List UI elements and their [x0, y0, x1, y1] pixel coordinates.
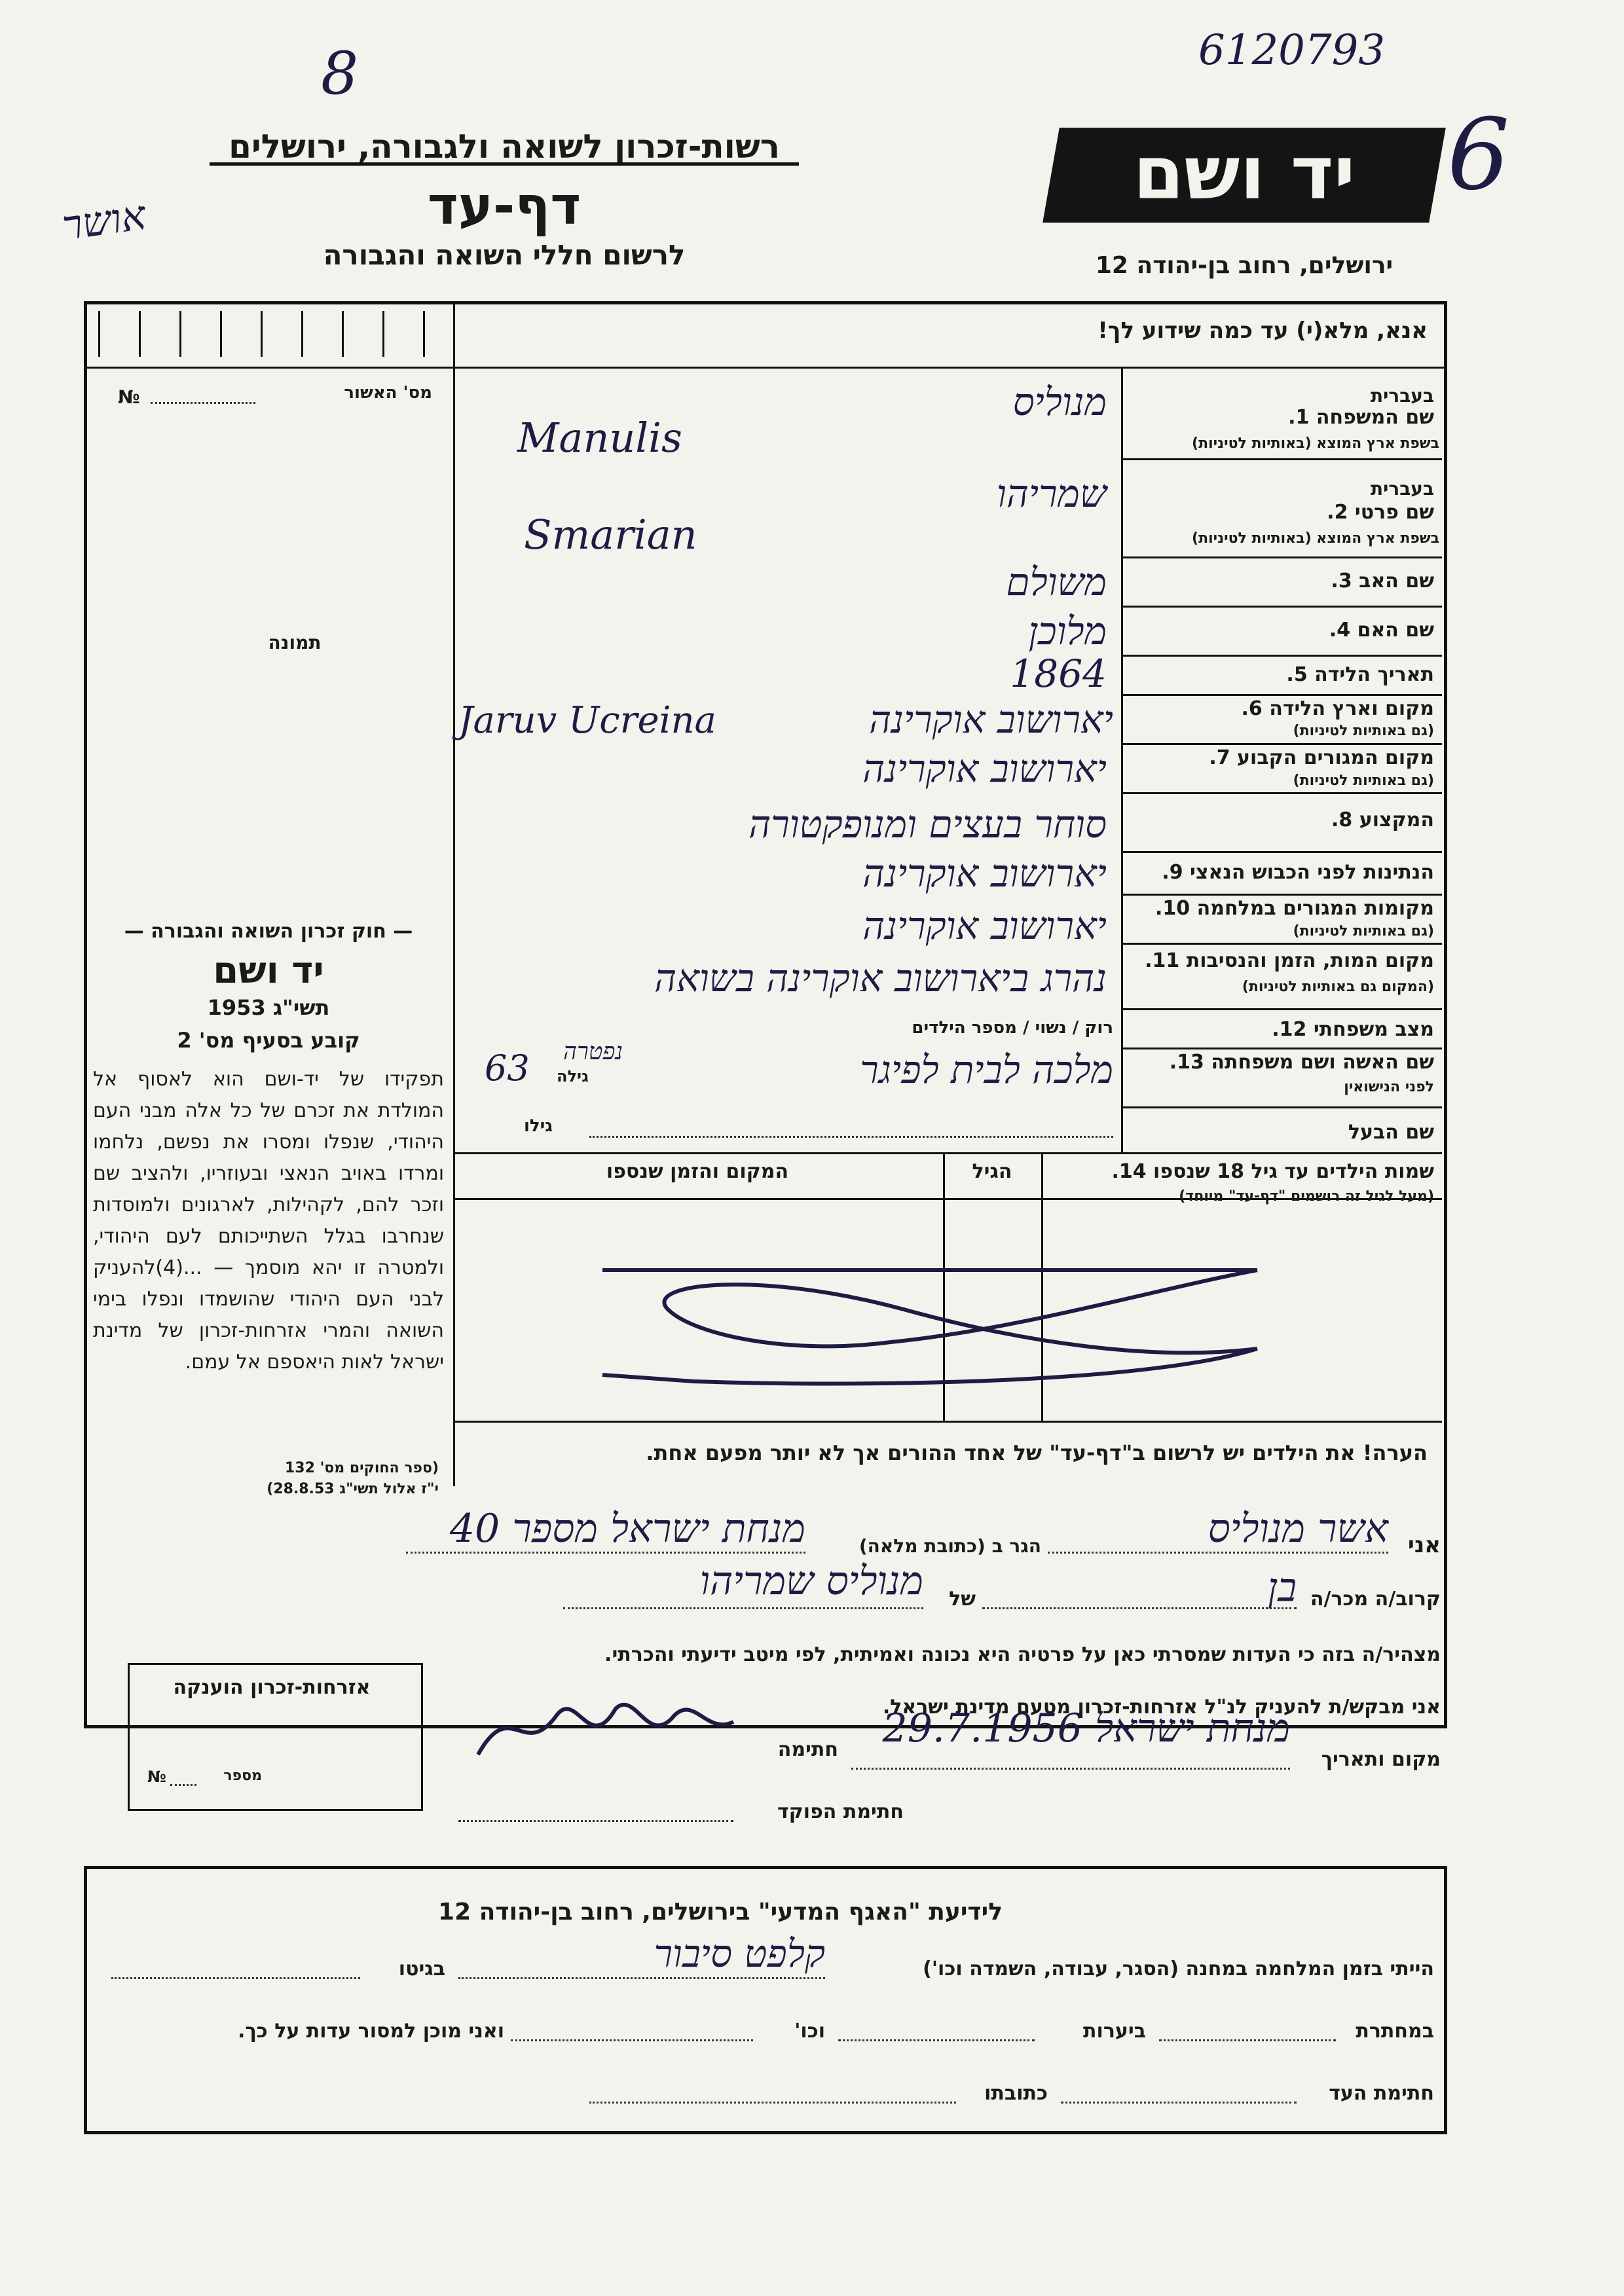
- field-6-num: 6.: [1241, 697, 1263, 720]
- field-1-label: שם המשפחה: [1316, 406, 1434, 429]
- citizenship-no-symbol: №: [147, 1768, 166, 1786]
- logo-text: יד ושם: [1133, 131, 1356, 216]
- wife-age-label: גילה: [557, 1067, 589, 1085]
- footer-title: לידיעת "האגף המדעי" בירושלים, רחוב בן-יהודה 12: [438, 1899, 1003, 1925]
- field-11-label: מקום המות, הזמן והנסיבות: [1186, 949, 1434, 972]
- underground-label: במחתרת: [1356, 2020, 1434, 2043]
- law-title: — חוק זכרון השואה והגבורה —: [124, 920, 413, 943]
- wife-age: 63: [485, 1048, 530, 1089]
- field-5-label: תאריך הלידה: [1314, 663, 1434, 686]
- field-1-sub: בשפת ארץ המוצא (באותיות לטיניות): [1192, 435, 1439, 452]
- field-7-label: מקום המגורים הקבוע: [1237, 746, 1434, 769]
- field-1-num: 1.: [1288, 406, 1310, 429]
- approval-line: [151, 402, 255, 404]
- citizenship-box-title: אזרחות-זכרון הוענקה: [173, 1676, 371, 1699]
- witness-signature-label: חתימת העד: [1329, 2082, 1434, 2105]
- official-signature-label: חתימת הפוקד: [777, 1800, 904, 1823]
- citizenship-request: אני מבקש/ת להעניק לנ"ל אזרחות-זכרון מטעם מדינת ישראל.: [882, 1696, 1441, 1719]
- field-1-heb-tag: בעברית: [1370, 385, 1434, 407]
- field-9-num: 9.: [1162, 861, 1183, 884]
- mother-name: מלוכן: [1028, 609, 1107, 653]
- field-12-label: מצב משפחתי: [1313, 1018, 1434, 1041]
- field-4-label: שם האם: [1357, 619, 1434, 642]
- field-2-num: 2.: [1327, 501, 1348, 524]
- field-9-label: הנתינות לפני הכבוש הנאצי: [1190, 861, 1434, 884]
- camp-value: קלפט סיבור: [654, 1931, 825, 1976]
- children-crossed-out-scribble: [563, 1231, 1310, 1401]
- wartime-residence: יארושוב אוקרינה: [862, 903, 1107, 948]
- first-name-hebrew: שמריהו: [997, 471, 1107, 516]
- top-strip-rule: [84, 367, 1444, 369]
- field-2-heb-tag: בעברית: [1370, 478, 1434, 500]
- field-10-label: מקומות המגורים במלחמה: [1196, 897, 1434, 920]
- header-rule: [210, 162, 799, 166]
- family-name-hebrew: מנוליס: [1012, 380, 1107, 424]
- note: הערה! את הילדים יש לרשום ב"דף-עד" של אחד ההורים אך לא יותר מפעם אחת.: [646, 1440, 1428, 1465]
- field-10-sub: (גם באותיות לטיניות): [1293, 923, 1434, 939]
- field-6-sub: (גם באותיות לטיניות): [1293, 723, 1434, 739]
- margin-mark-side: אושר: [59, 191, 149, 250]
- margin-mark-top: 8: [321, 39, 359, 108]
- page-number: 6: [1447, 98, 1510, 212]
- field-11-sub: (המקום גם באותיות לטיניות): [1242, 979, 1434, 995]
- instructions: אנא, מלא(י) עד כמה שידוע לך!: [1098, 318, 1428, 344]
- of-label: של: [949, 1588, 976, 1611]
- declarant-signature: [471, 1676, 747, 1774]
- family-name-latin: Manulis: [517, 414, 682, 462]
- birth-date: 1864: [1010, 651, 1107, 696]
- declarant-name: אשר מנוליס: [1208, 1506, 1388, 1552]
- label-column-divider: [1121, 367, 1123, 1152]
- field-2-label: שם פרטי: [1354, 501, 1434, 524]
- husband-age-label: גילו: [524, 1116, 553, 1136]
- form-subtitle: לרשום חללי השואה והגבורה: [323, 239, 686, 271]
- wife-name: מלכה לבית לפיגר: [860, 1048, 1113, 1092]
- declarant-label: אני: [1407, 1532, 1441, 1558]
- birthplace-hebrew: יארושוב אוקרינה: [869, 697, 1113, 742]
- law-source: (ספר החוקים מס' 132: [284, 1460, 439, 1476]
- approval-label: מס' האשור: [344, 383, 432, 403]
- ghetto-label: בגיטו: [398, 1958, 445, 1980]
- field-13-label: שם האשה ושם משפחתה: [1211, 1051, 1434, 1074]
- camp-label: הייתי בזמן המלחמה במחנה (הסגר, עבודה, השמדה וכו'): [923, 1958, 1434, 1980]
- field-8-num: 8.: [1331, 809, 1353, 831]
- law-clause: קובע בסעיף מס' 2: [177, 1028, 360, 1053]
- field-3-num: 3.: [1331, 570, 1352, 592]
- permanent-residence: יארושוב אוקרינה: [862, 746, 1107, 791]
- field-4-num: 4.: [1329, 619, 1351, 642]
- witness-address-label: כתובתו: [984, 2082, 1048, 2105]
- place-date-value: מנחת ישראל 29.7.1956: [882, 1705, 1290, 1751]
- field-13-sub: לפני הנישואין: [1344, 1079, 1434, 1095]
- husband-line: [589, 1136, 1113, 1138]
- field-14-label: שמות הילדים עד גיל 18 שנספו: [1153, 1160, 1434, 1183]
- approval-no-symbol: №: [118, 386, 140, 408]
- declaration-statement: מצהיר/ה בזה כי העדות שמסרתי כאן על פרטיה היא נכונה ואמיתית, לפי מיטב ידיעתי והכרתי.: [604, 1643, 1441, 1666]
- declarant-address: מנחת ישראל מספר 40: [449, 1506, 805, 1552]
- law-source-date: י"ז אלול תשי"ג 28.8.53): [267, 1481, 439, 1497]
- relation-label: קרוב/ה מכר/ה: [1310, 1588, 1441, 1611]
- field-11-num: 11.: [1145, 949, 1180, 972]
- field-12-num: 12.: [1272, 1018, 1307, 1041]
- approval-ticks: [98, 311, 439, 357]
- address: ירושלים, רחוב בן-יהודה 12: [1095, 252, 1393, 279]
- photo-label: תמונה: [268, 632, 322, 653]
- citizenship-number-label: מספר: [223, 1768, 262, 1784]
- field-5-num: 5.: [1286, 663, 1308, 686]
- place-date-label: מקום ותאריך: [1321, 1748, 1441, 1771]
- law-body: תפקידו של יד-ושם הוא לאסוף אל המולדת את זכרם של כל אלה מבני העם היהודי, שנפלו ומסרו את נפשם, נלחמו ומרדו באויב הנאצי ובעוזריו, ולהציב שם וזכר להם, לקהילות, לארגונים ולמוסדות שנחרבו בגלל השתייכותם לעם היהודי, ולמטרה זו יהא מוסמך — ...(4)להעניק לבני העם היהודי שהושמדו ונפלו בימי השואה והמרי אזרחות-זכרון של מדינת ישראל לאות היאספם אל עמם.: [93, 1068, 444, 1374]
- field-6-label: מקום וארץ הלידה: [1269, 697, 1434, 720]
- field-8-label: המקצוע: [1359, 809, 1434, 831]
- stamp-number: 6120793: [1198, 26, 1386, 75]
- children-col-place: המקום והזמן שנספו: [606, 1160, 789, 1183]
- field-10-num: 10.: [1155, 897, 1190, 920]
- forest-label: ביערות: [1083, 2020, 1146, 2043]
- ready-to-testify: ואני מוכן למסור עדות על כך.: [238, 2020, 504, 2043]
- field-14-sub: (מעל לגיל זה רושמים "דף-עד" מיוחד): [1179, 1188, 1434, 1205]
- law-year: תשי"ג 1953: [207, 995, 330, 1020]
- husband-label: שם הבעל: [1348, 1121, 1434, 1144]
- marital-status-options: רוק / נשוי / מספר הילדים: [912, 1018, 1113, 1038]
- first-name-latin: Smarian: [524, 511, 697, 558]
- field-7-num: 7.: [1209, 746, 1230, 769]
- father-name: משולם: [1006, 560, 1107, 604]
- etc-label: וכו': [794, 2020, 825, 2043]
- field-7-sub: (גם באותיות לטיניות): [1293, 773, 1434, 789]
- institution-name: רשות-זכרון לשואה ולגבורה, ירושלים: [229, 128, 780, 166]
- field-3-label: שם האב: [1359, 570, 1434, 592]
- children-col-age: הגיל: [972, 1160, 1012, 1183]
- field-13-num: 13.: [1169, 1051, 1204, 1074]
- field-14-num: 14.: [1111, 1160, 1147, 1183]
- field-2-sub: בשפת ארץ המוצא (באותיות לטיניות): [1192, 530, 1439, 547]
- relation-value: בן: [1267, 1565, 1297, 1611]
- signature-label: חתימה: [777, 1738, 838, 1761]
- form-title: דף-עד: [427, 175, 581, 236]
- declarant-address-label: הגר ב (כתובת מלאה): [858, 1535, 1041, 1557]
- law-logo: יד ושם: [213, 949, 324, 992]
- wife-deceased: נפטרה: [563, 1038, 623, 1065]
- place-of-death: נהרג ביארושוב אוקרינה בשואה: [654, 956, 1107, 1000]
- birthplace-latin: Jaruv Ucreina: [458, 699, 716, 742]
- nationality: יארושוב אוקרינה: [862, 851, 1107, 896]
- occupation: סוחר בעצים ומנופקטורה: [748, 802, 1107, 847]
- relation-of-name: מנוליס שמריהו: [699, 1558, 923, 1604]
